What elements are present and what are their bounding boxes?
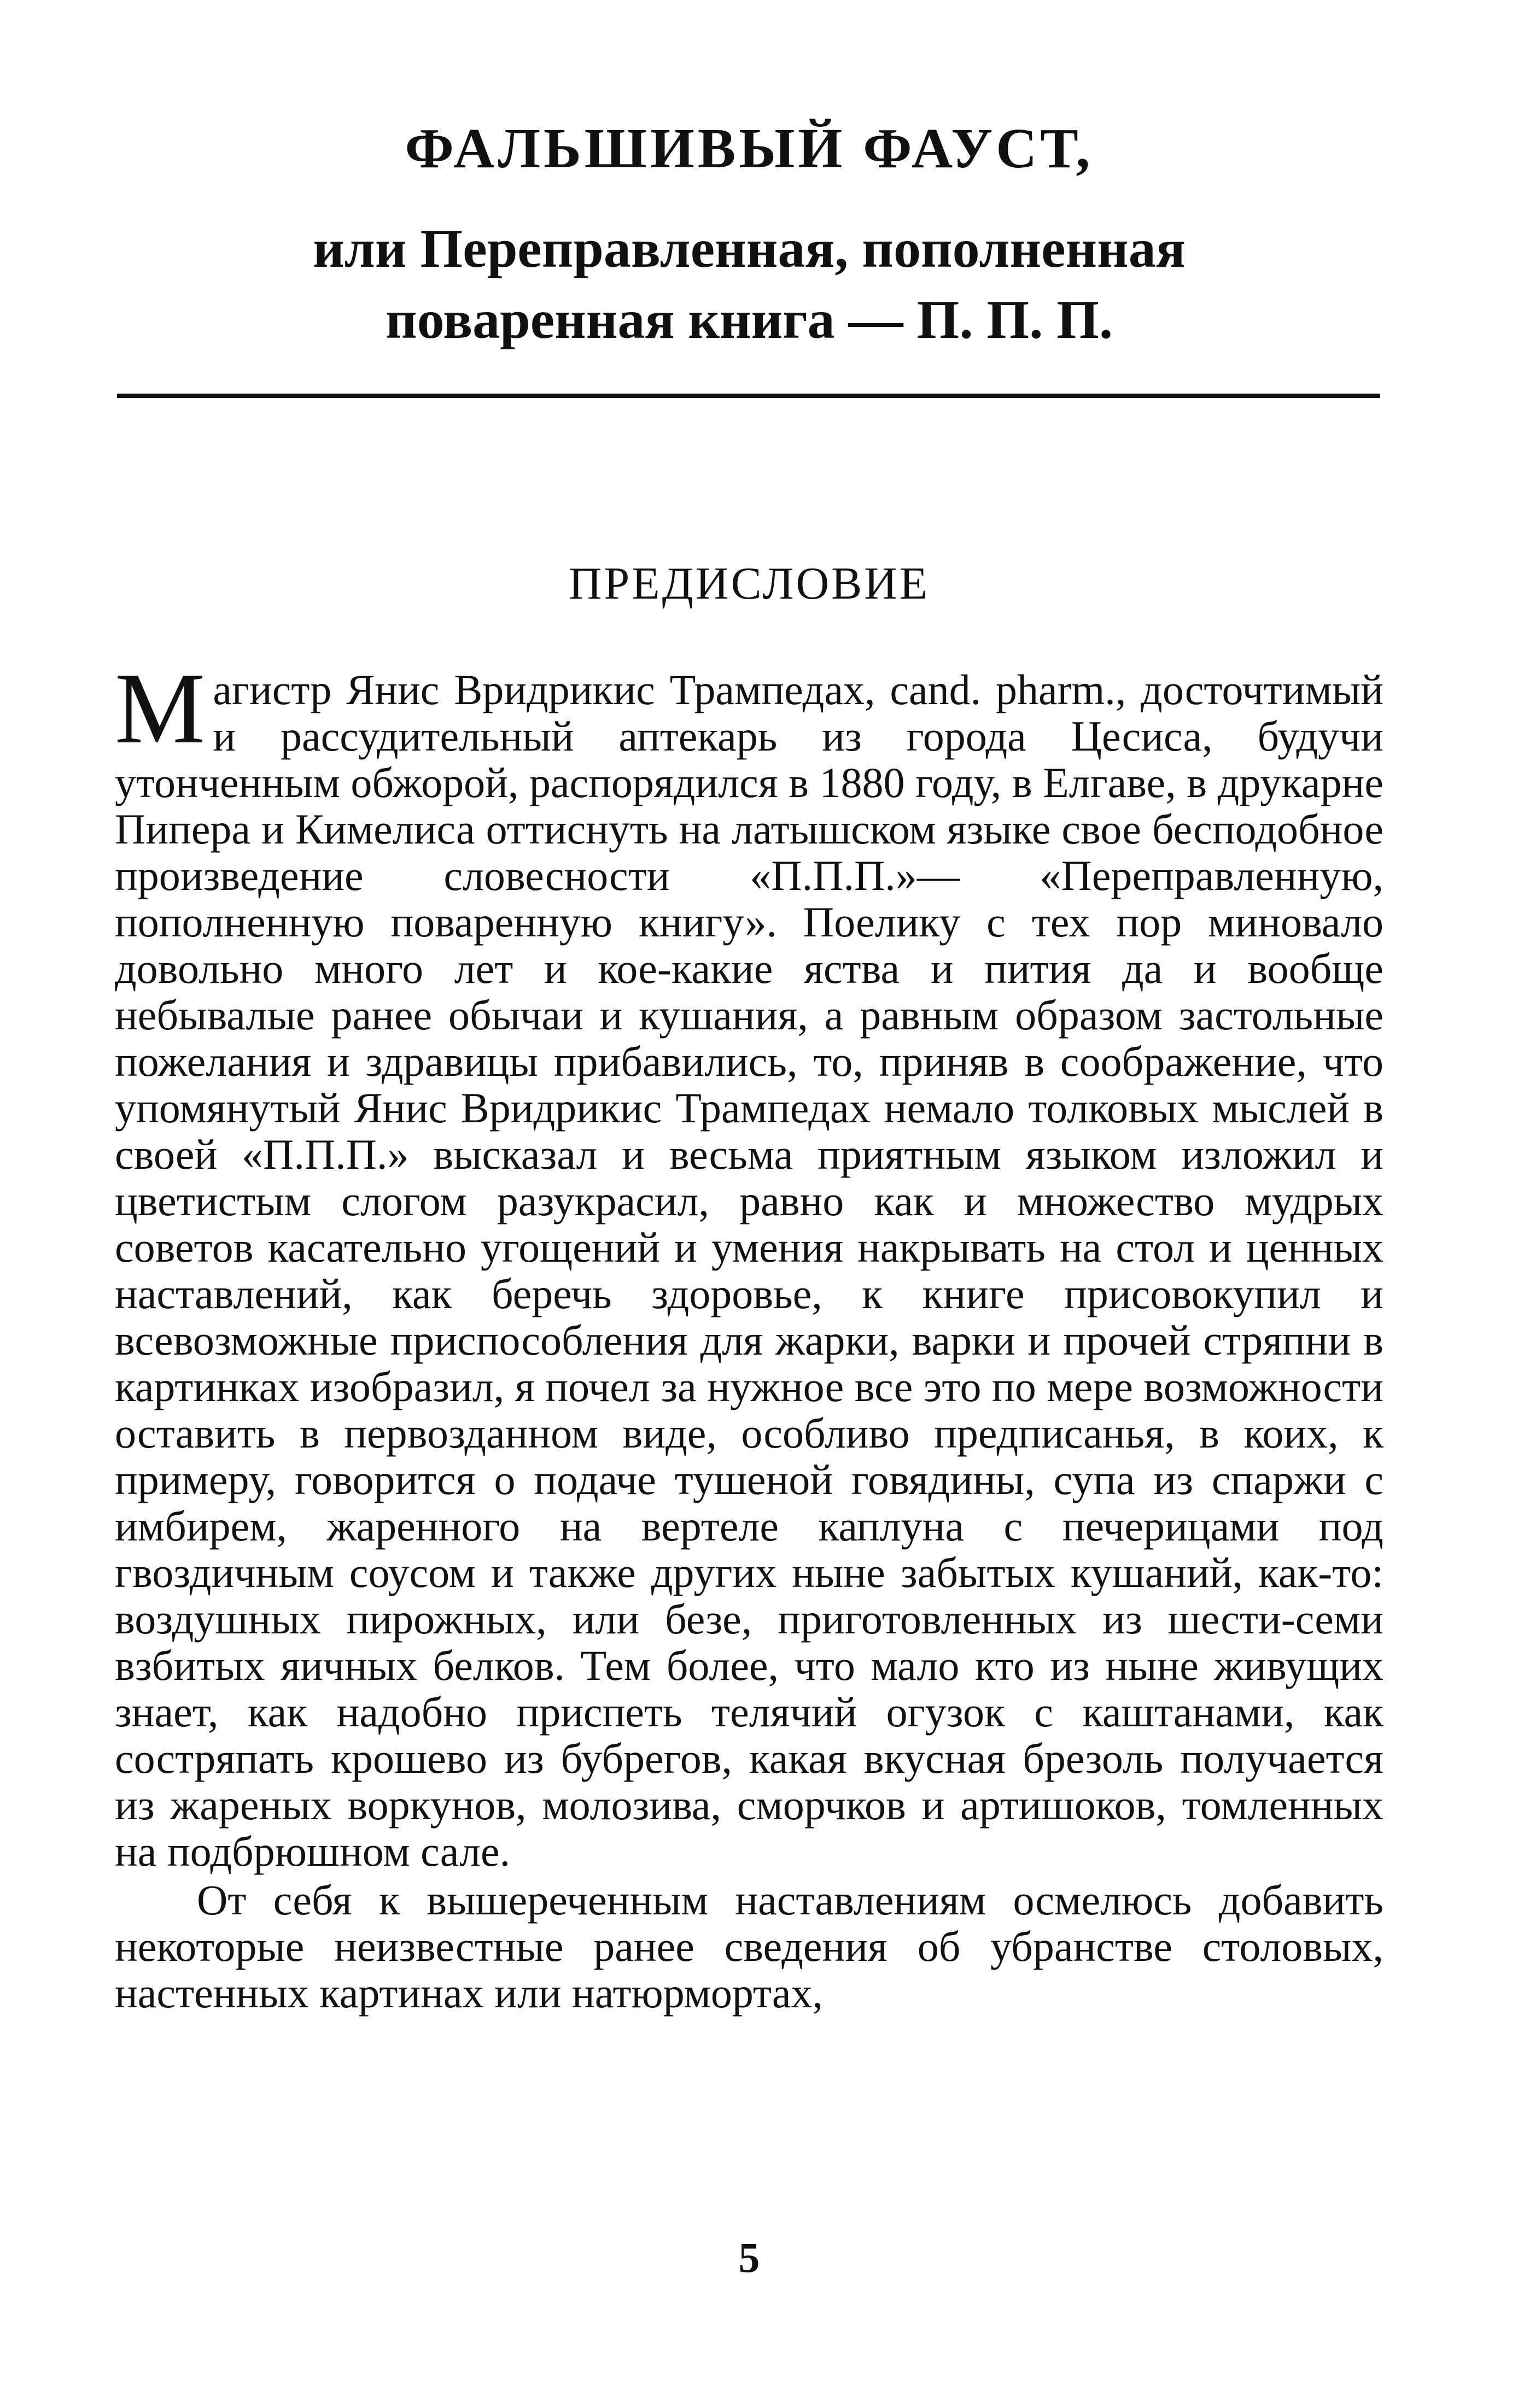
body-text [115, 652, 1383, 2017]
paragraph-2: От себя к вышереченным наставлениям осмелюсь добавить некоторые неизвестные ранее сведения об убранстве столовых, настенных картинах или натюрмортах, [115, 1876, 1383, 2017]
title-divider [117, 394, 1380, 398]
subtitle-line-2: поваренная книга — П. П. П. [385, 289, 1113, 350]
book-page [115, 82, 1383, 2340]
book-subtitle [115, 213, 1383, 355]
subtitle-line-1: или Переправленная, пополненная [313, 218, 1186, 279]
section-heading: ПРЕДИСЛОВИЕ [568, 558, 930, 609]
book-title: ФАЛЬШИВЫЙ ФАУСТ, [405, 117, 1094, 180]
page-number: 5 [738, 2234, 760, 2281]
paragraph-1: Магистр Янис Вридрикис Трампедах, cand. pharm., досточтимый и рассудительный аптекарь из города Цесиса, будучи утонченным обжорой, распорядился в 1880 году, в Елгаве, в друкарне Пипера и Кимелиса оттиснуть на латышском языке свое бесподобное произведение словесности «П.П.П.»— «Переправленную, пополненную поваренную книгу». Поелику с тех пор миновало довольно много лет и кое-какие яства и пития да и вообще небывалые ранее обычаи и кушания, а равным образом застольные пожелания и здравицы прибавились, то, приняв в соображение, что упомянутый Янис Вридрикис Трампедах немало толковых мыслей в своей «П.П.П.» высказал и весьма приятным языком изложил и цветистым слогом разукрасил, равно как и множество мудрых советов касательно угощений и умения накрывать на стол и ценных наставлений, как беречь здоровье, к книге присовокупил и всевозможные приспособления для жарки, варки и прочей стряпни в картинках изобразил, я почел за нужное все это по мере возможности оставить в первозданном виде, особливо предписанья, в коих, к примеру, говорится о подаче тушеной говядины, супа из спаржи с имбирем, жаренного на вертеле каплуна с печерицами под гвоздичным соусом и также других ныне забытых кушаний, как-то: воздушных пирожных, или безе, приготовленных из шести-семи взбитых яичных белков. Тем более, что мало кто из ныне живущих знает, как надобно приспеть телячий огузок с каштанами, как состряпать крошево из бубрегов, какая вкусная брезоль получается из жареных воркунов, молозива, сморчков и артишоков, томленных на подбрюшном сале. [115, 652, 1383, 1875]
